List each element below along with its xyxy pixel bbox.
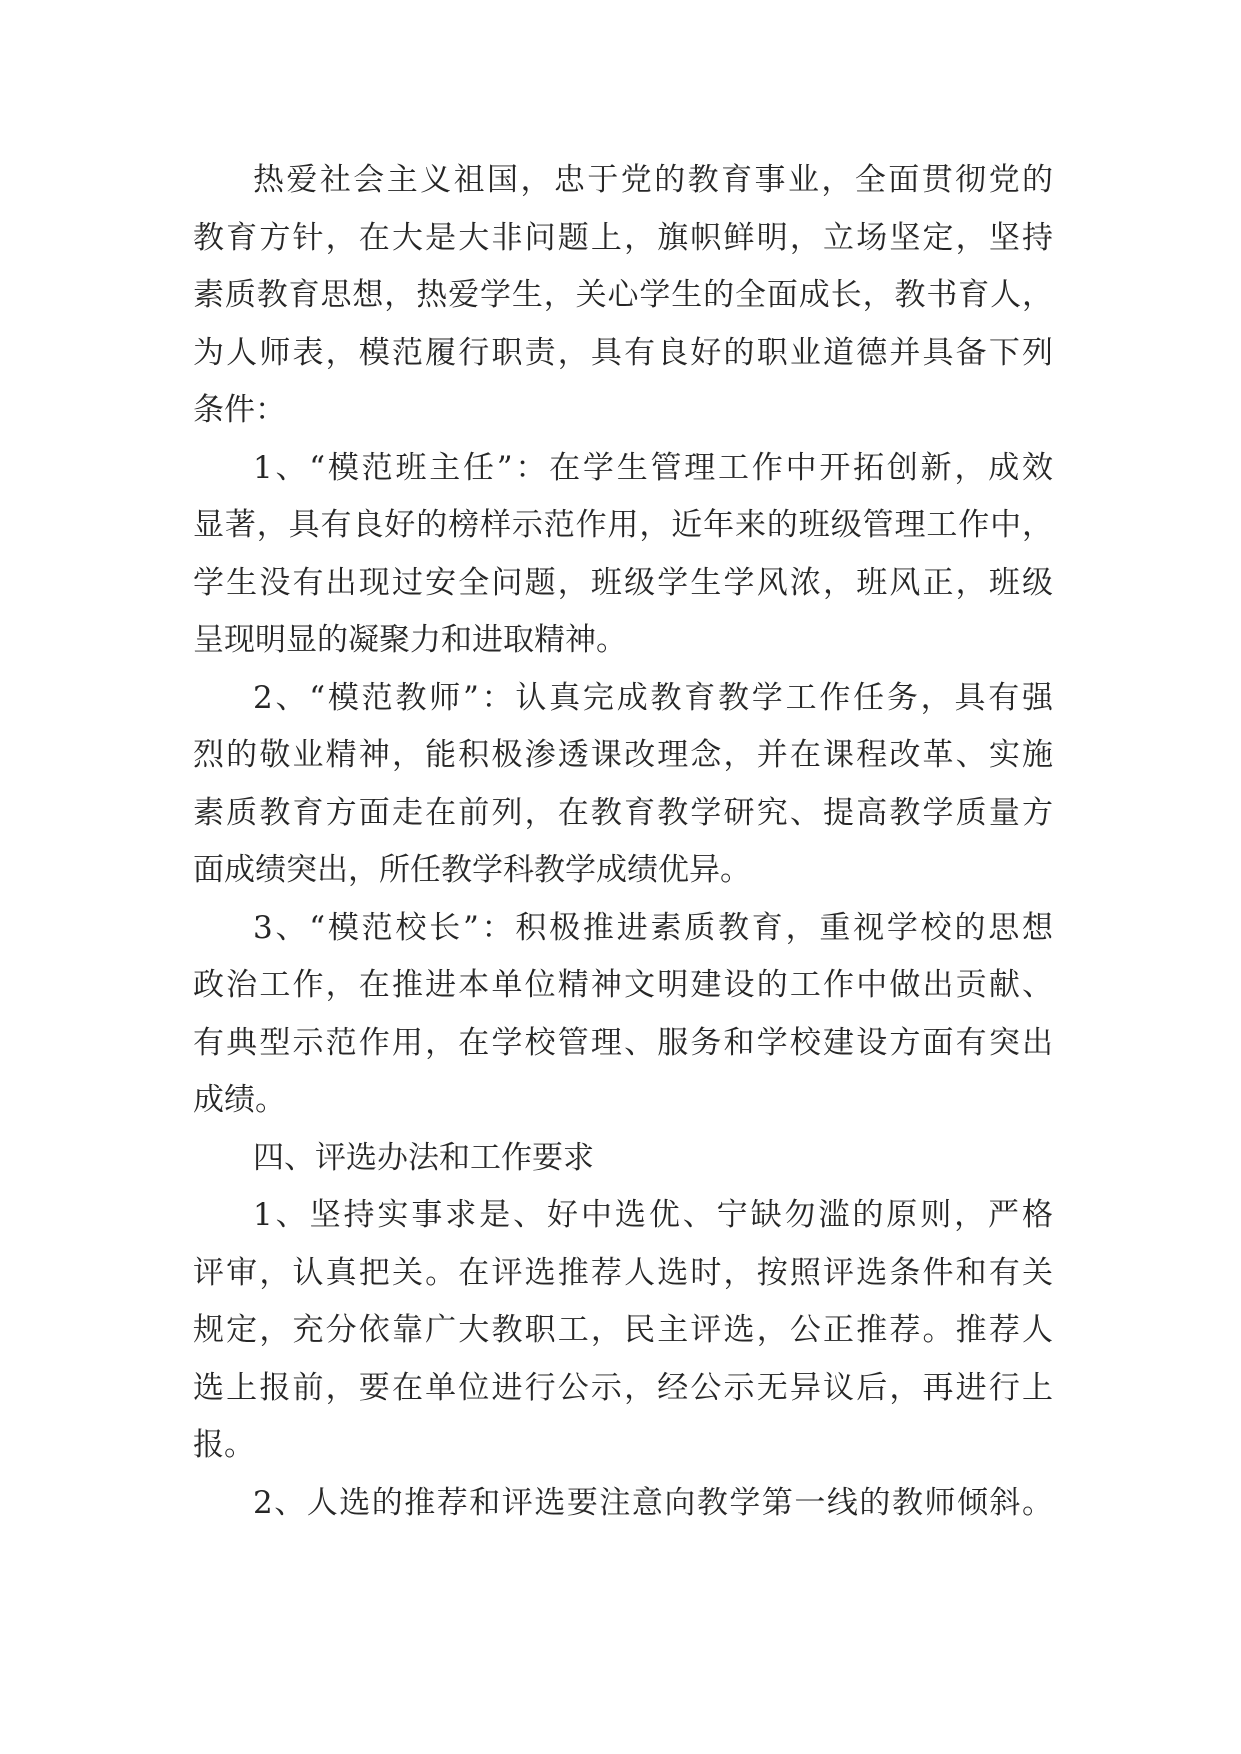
text-line: 热爱社会主义祖国，忠于党的教育事业，全面贯彻党的: [253, 162, 1053, 198]
text-line: 2、“模范教师”：认真完成教育教学工作任务，具有强: [253, 680, 1053, 716]
text-line: 1、“模范班主任”：在学生管理工作中开拓创新，成效: [253, 450, 1053, 486]
text-line: 选上报前，要在单位进行公示，经公示无异议后，再进行上: [193, 1370, 1053, 1406]
text-line: 2、人选的推荐和评选要注意向教学第一线的教师倾斜。: [253, 1485, 1053, 1521]
section-heading: 四、评选办法和工作要求: [253, 1140, 594, 1176]
text-line: 教育方针，在大是大非问题上，旗帜鲜明，立场坚定，坚持: [193, 220, 1053, 256]
text-line: 学生没有出现过安全问题，班级学生学风浓，班风正，班级: [193, 565, 1053, 601]
text-line: 有典型示范作用，在学校管理、服务和学校建设方面有突出: [193, 1025, 1053, 1061]
text-line: 条件：: [193, 392, 286, 428]
text-line: 政治工作，在推进本单位精神文明建设的工作中做出贡献、: [193, 967, 1053, 1003]
text-line: 3、“模范校长”：积极推进素质教育，重视学校的思想: [253, 910, 1053, 946]
text-line: 素质教育思想，热爱学生，关心学生的全面成长，教书育人，: [193, 277, 1053, 313]
text-line: 规定，充分依靠广大教职工，民主评选，公正推荐。推荐人: [193, 1312, 1053, 1348]
text-line: 报。: [193, 1427, 255, 1463]
text-line: 呈现明显的凝聚力和进取精神。: [193, 622, 627, 658]
text-line: 面成绩突出，所任教学科教学成绩优异。: [193, 852, 751, 888]
text-line: 成绩。: [193, 1082, 286, 1118]
text-line: 为人师表，模范履行职责，具有良好的职业道德并具备下列: [193, 335, 1053, 371]
text-line: 评审，认真把关。在评选推荐人选时，按照评选条件和有关: [193, 1255, 1053, 1291]
text-line: 显著，具有良好的榜样示范作用，近年来的班级管理工作中，: [193, 507, 1053, 543]
text-line: 1、坚持实事求是、好中选优、宁缺勿滥的原则，严格: [253, 1197, 1053, 1233]
text-line: 烈的敬业精神，能积极渗透课改理念，并在课程改革、实施: [193, 737, 1053, 773]
text-line: 素质教育方面走在前列，在教育教学研究、提高教学质量方: [193, 795, 1053, 831]
